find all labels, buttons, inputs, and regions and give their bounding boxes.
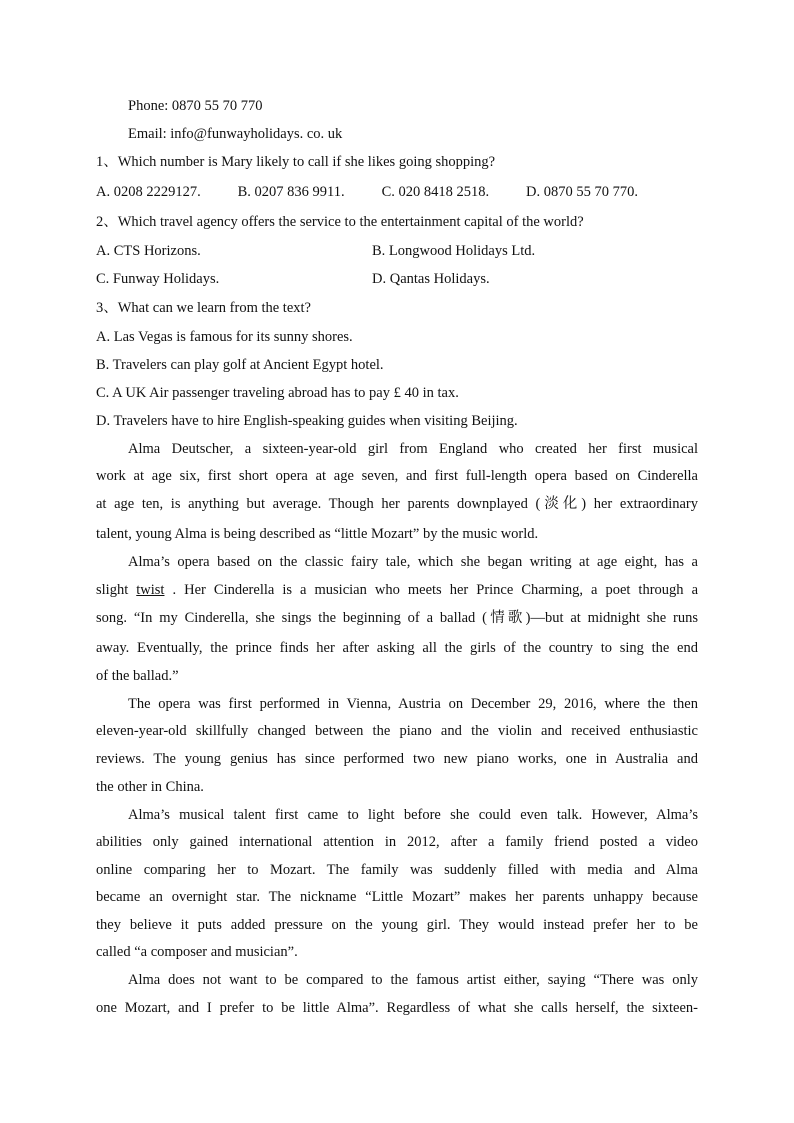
passage-line: Alma’s musical talent first came to light before she could even talk. However, Alma’s	[128, 807, 698, 823]
passage-line: The opera was first performed in Vienna, Austria on December 29, 2016, where the then	[128, 696, 698, 712]
underlined-word-twist: twist	[136, 582, 165, 598]
question-1-stem: 1、Which number is Mary likely to call if she likes going shopping?	[96, 154, 496, 170]
option: D. 0870 55 70 770.	[526, 184, 638, 200]
passage-line: the other in China.	[96, 779, 204, 795]
option: C. Funway Holidays.	[96, 271, 220, 287]
option: D. Travelers have to hire English-speaking guides when visiting Beijing.	[96, 413, 518, 429]
option: D. Qantas Holidays.	[372, 271, 490, 287]
option: A. Las Vegas is famous for its sunny shores.	[96, 329, 353, 345]
passage-line: became an overnight star. The nickname “Little Mozart” makes her parents unhappy because	[96, 889, 698, 905]
passage-line: abilities only gained international attention in 2012, after a family friend posted a video	[96, 834, 698, 850]
passage-line: one Mozart, and I prefer to be little Alma”. Regardless of what she calls herself, the sixteen-	[96, 1000, 698, 1016]
option: C. A UK Air passenger traveling abroad has to pay £ 40 in tax.	[96, 385, 459, 401]
option: B. Travelers can play golf at Ancient Egypt hotel.	[96, 357, 384, 373]
passage-line: eleven-year-old skillfully changed between the piano and the violin and received enthusiastic	[96, 723, 698, 739]
option: A. CTS Horizons.	[96, 243, 201, 259]
passage-line: away. Eventually, the prince finds her after asking all the girls of the country to sing the end	[96, 640, 698, 656]
question-2-stem: 2、Which travel agency offers the service to the entertainment capital of the world?	[96, 214, 584, 230]
option: A. 0208 2229127.	[96, 184, 201, 200]
contact-phone: Phone: 0870 55 70 770	[128, 98, 263, 114]
passage-line: of the ballad.”	[96, 668, 179, 684]
question-1-options	[96, 182, 698, 202]
text-segment: . Her Cinderella is a musician who meets her Prince Charming, a poet through a	[172, 582, 699, 598]
contact-email: Email: info@funwayholidays. co. uk	[128, 126, 343, 142]
passage-line: song. “In my Cinderella, she sings the beginning of a ballad (情歌)—but at midnight she runs	[96, 610, 698, 626]
passage-line: at age ten, is anything but average. Though her parents downplayed (淡化) her extraordinary	[96, 496, 698, 512]
passage-line: Alma does not want to be compared to the famous artist either, saying “There was only	[128, 972, 698, 988]
passage-line: they believe it puts added pressure on the young girl. They would instead prefer her to be	[96, 917, 698, 933]
option: B. Longwood Holidays Ltd.	[372, 243, 536, 259]
option: C. 020 8418 2518.	[381, 184, 490, 200]
passage-line: work at age six, first short opera at age seven, and first full-length opera based on Cinderella	[96, 468, 698, 484]
passage-line: online comparing her to Mozart. The family was suddenly filled with media and Alma	[96, 862, 698, 878]
option: B. 0207 836 9911.	[237, 184, 345, 200]
passage-line-twist	[96, 580, 698, 600]
text-segment: slight	[96, 582, 137, 598]
passage-line: called “a composer and musician”.	[96, 944, 298, 960]
passage-line: Alma’s opera based on the classic fairy tale, which she began writing at age eight, has a	[128, 554, 698, 570]
question-3-stem: 3、What can we learn from the text?	[96, 300, 311, 316]
passage-line: Alma Deutscher, a sixteen-year-old girl from England who created her first musical	[128, 441, 698, 457]
passage-line: talent, young Alma is being described as “little Mozart” by the music world.	[96, 526, 539, 542]
passage-line: reviews. The young genius has since performed two new piano works, one in Australia and	[96, 751, 698, 767]
